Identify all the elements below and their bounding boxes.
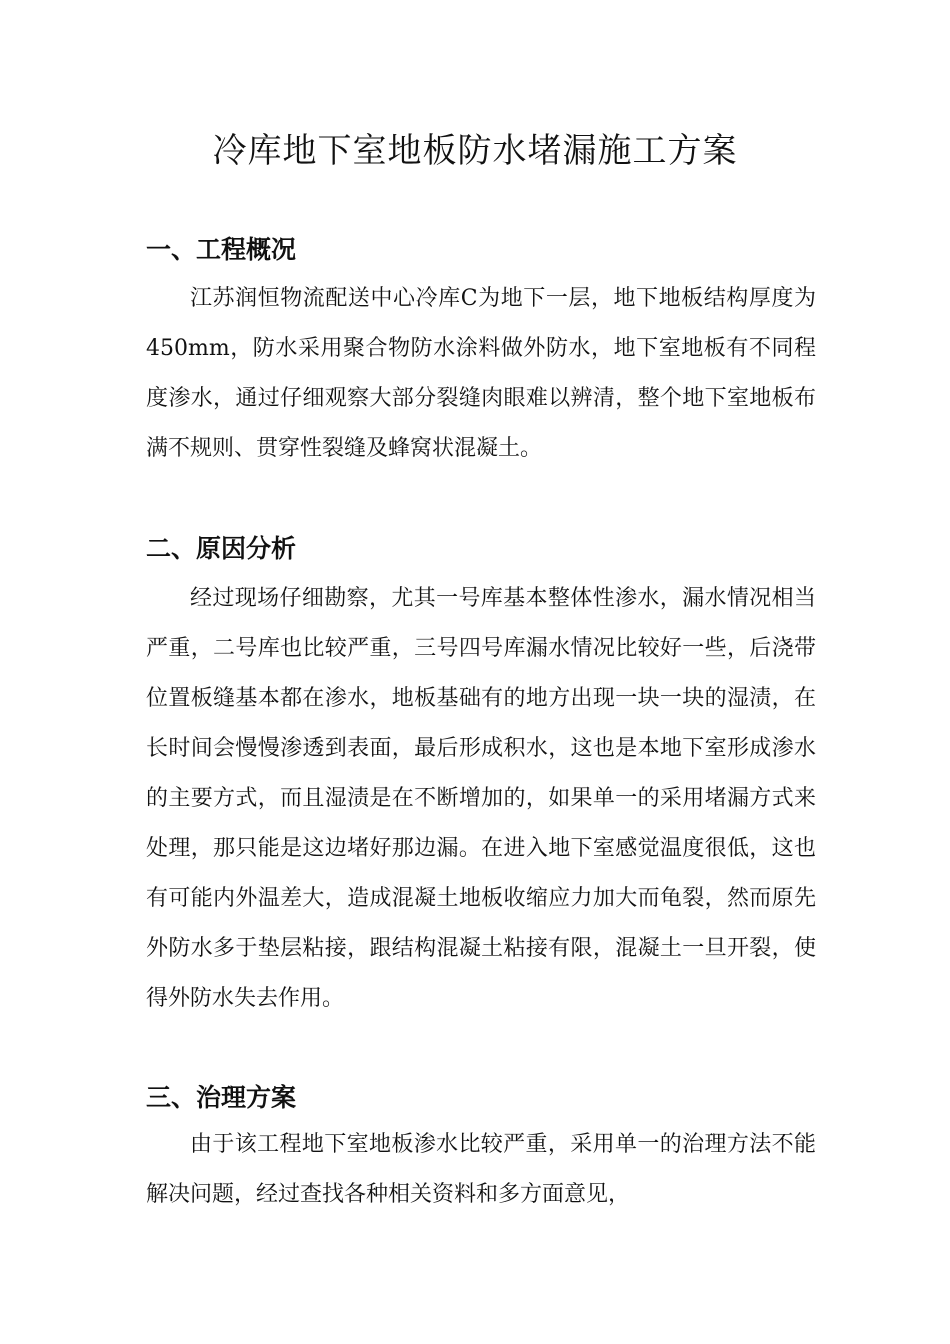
section-heading-cause-analysis: 二、原因分析 [146,534,297,563]
section-paragraph-overview: 江苏润恒物流配送中心冷库C为地下一层，地下地板结构厚度为450mm，防水采用聚合物防水涂料做外防水，地下室地板有不同程度渗水，通过仔细观察大部分裂缝肉眼难以辨清，整个地下室地板布满不规则、贯穿性裂缝及蜂窝状混凝土。 [146,286,816,461]
section-paragraph-treatment-plan: 由于该工程地下室地板渗水比较严重，采用单一的治理方法不能解决问题，经过查找各种相关资料和多方面意见， [146,1132,816,1207]
section-heading-treatment-plan: 三、治理方案 [146,1083,297,1112]
document-title: 冷库地下室地板防水堵漏施工方案 [212,131,738,171]
section-heading-overview: 一、工程概况 [146,235,297,264]
section-paragraph-cause-analysis: 经过现场仔细勘察，尤其一号库基本整体性渗水，漏水情况相当严重，二号库也比较严重，三号四号库漏水情况比较好一些，后浇带位置板缝基本都在渗水，地板基础有的地方出现一块一块的湿渍，在长时间会慢慢渗透到表面，最后形成积水，这也是本地下室形成渗水的主要方式，而且湿渍是在不断增加的，如果单一的采用堵漏方式来处理，那只能是这边堵好那边漏。在进入地下室感觉温度很低，这也有可能内外温差大，造成混凝土地板收缩应力加大而龟裂，然而原先外防水多于垫层粘接，跟结构混凝土粘接有限，混凝土一旦开裂，使得外防水失去作用。 [146,586,816,1011]
